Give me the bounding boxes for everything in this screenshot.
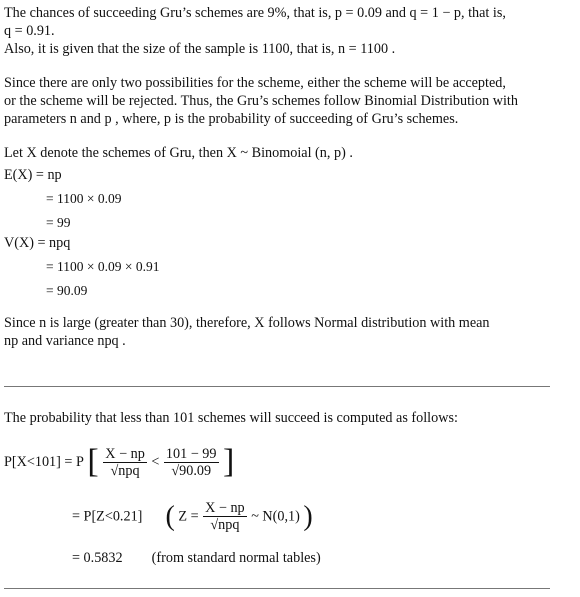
z-lhs: Z = (178, 508, 199, 525)
fraction-denominator: √npq (110, 462, 140, 479)
divider-bottom (4, 588, 550, 589)
right-bracket: ] (223, 443, 235, 480)
define-line: Let X denote the schemes of Gru, then X ~ Binomoial (n, p) . (4, 145, 353, 161)
step-3-value: = 0.5832 (72, 550, 123, 566)
standardized-fraction (103, 446, 147, 479)
binomial-line-3: parameters n and p , where, p is the probability of succeeding of Gru’s schemes. (4, 111, 459, 127)
left-paren: ( (165, 500, 175, 532)
binomial-line-2: or the scheme will be rejected. Thus, the Gru’s schemes follow Binomial Distribution with (4, 93, 518, 109)
probability-lhs: P[X<101] = P (4, 454, 84, 470)
intro-line-1: The chances of succeeding Gru’s schemes are 9%, that is, p = 0.09 and q = 1 − p, that is, (4, 5, 506, 21)
divider-top (4, 386, 550, 387)
value-denominator: √90.09 (171, 462, 212, 479)
z-numerator: X − np (205, 500, 245, 516)
normal-line-2: np and variance npq . (4, 333, 126, 349)
fraction-numerator: X − np (105, 445, 145, 462)
value-fraction (164, 446, 219, 479)
less-than-sign: < (151, 454, 160, 470)
probability-heading: The probability that less than 101 schemes will succeed is computed as follows: (4, 410, 458, 426)
probability-step-3 (72, 549, 321, 567)
step-2-value: = P[Z<0.21] (72, 508, 143, 525)
mean-equation: E(X) = np (4, 167, 62, 183)
intro-line-3: Also, it is given that the size of the sample is 1100, that is, n = 1100 . (4, 41, 396, 57)
intro-line-2: q = 0.91. (4, 23, 55, 39)
binomial-line-1: Since there are only two possibilities for the scheme, either the scheme will be accepted, (4, 75, 506, 91)
variance-step-2: = 90.09 (46, 283, 88, 298)
normal-line-1: Since n is large (greater than 30), therefore, X follows Normal distribution with mean (4, 315, 490, 331)
z-distribution: ~ N(0,1) (251, 508, 300, 525)
right-paren: ) (303, 500, 313, 532)
probability-step-2 (72, 500, 313, 533)
value-numerator: 101 − 99 (165, 445, 217, 462)
probability-step-1 (4, 445, 234, 479)
mean-step-2: = 99 (46, 215, 71, 230)
variance-equation: V(X) = npq (4, 235, 71, 251)
z-fraction (203, 500, 247, 533)
table-note: (from standard normal tables) (151, 550, 321, 566)
left-bracket: [ (87, 443, 99, 480)
z-denominator: √npq (210, 517, 240, 533)
solution-page (4, 4, 552, 350)
mean-step-1: = 1100 × 0.09 (46, 191, 122, 206)
variance-step-1: = 1100 × 0.09 × 0.91 (46, 259, 160, 274)
